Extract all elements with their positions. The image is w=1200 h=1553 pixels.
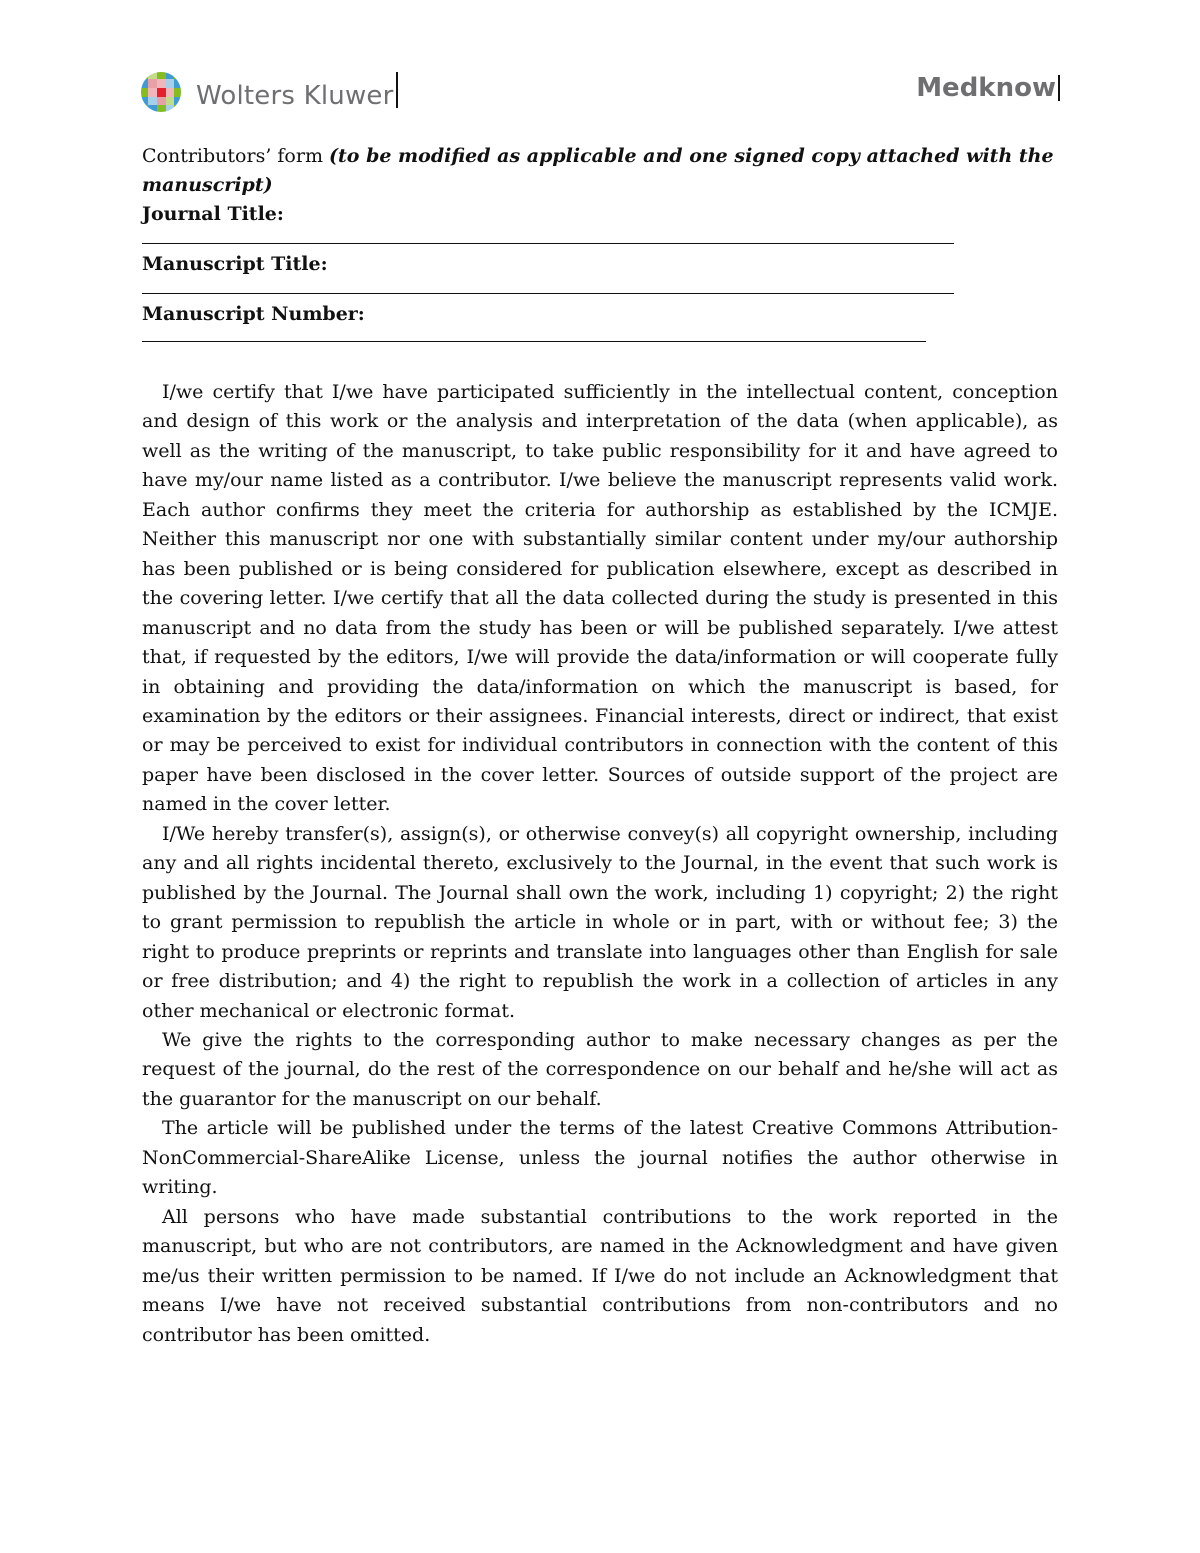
copyright-transfer-paragraph: I/We hereby transfer(s), assign(s), or otherwise convey(s) all copyright ownership, including any and all rights incidental thereto, exclusively to the Journal, in the event that such work is published by the Journal. The Journal shall own the work, including 1) copyright; 2) the right to grant permission to republish the article in whole or in part, with or without fee; 3) the right to produce preprints or reprints and translate into languages other than English for sale or free distribution; and 4) the right to republish the work in a collection of articles in any other mechanical or electronic format. (142, 822, 1058, 1022)
medknow-logo (916, 68, 1060, 108)
text-cursor (1058, 75, 1060, 101)
page-header (140, 66, 1060, 120)
journal-title-label: Journal Title: (142, 203, 284, 225)
wolters-kluwer-logo-text: Wolters Kluwer (196, 81, 394, 111)
form-intro (142, 142, 1058, 200)
wolters-kluwer-logo-icon (140, 71, 182, 113)
wolters-kluwer-logo (140, 68, 398, 116)
manuscript-number-label: Manuscript Number: (142, 303, 365, 325)
text-cursor (396, 72, 398, 108)
form-instruction-note: (to be modified as applicable and one signed copy attached with the manuscript) (142, 145, 1054, 196)
license-paragraph: The article will be published under the terms of the latest Creative Commons Attribution-NonCommercial-ShareAlike License, unless the journal notifies the author otherwise in writing. (142, 1117, 1058, 1199)
certification-paragraph: I/we certify that I/we have participated sufficiently in the intellectual content, conception and design of this work or the analysis and interpretation of the data (when applicable), as well as the writing of the manuscript, to take public responsibility for it and have agreed to have my/our name listed as a contributor. I/we believe the manuscript represents valid work. Each author confirms they meet the criteria for authorship as established by the ICMJE. Neither this manuscript nor one with substantially similar content under my/our authorship has been published or is being considered for publication elsewhere, except as described in the covering letter. I/we certify that all the data collected during the study is presented in this manuscript and no data from the study has been or will be published separately. I/we attest that, if requested by the editors, I/we will provide the data/information or will cooperate fully in obtaining and providing the data/information on which the manuscript is based, for examination by the editors or their assignees. Financial interests, direct or indirect, that exist or may be perceived to exist for individual contributors in connection with the content of this paper have been disclosed in the cover letter. Sources of outside support of the project are named in the cover letter. (142, 381, 1058, 816)
corresponding-author-paragraph: We give the rights to the corresponding author to make necessary changes as per the request of the journal, do the rest of the correspondence on our behalf and he/she will act as the guarantor for the manuscript on our behalf. (142, 1028, 1058, 1110)
journal-title-line[interactable] (142, 243, 954, 244)
manuscript-title-line[interactable] (142, 293, 954, 294)
manuscript-title-label: Manuscript Title: (142, 253, 328, 275)
form-content (142, 142, 1058, 1350)
form-title: Contributors’ form (142, 145, 323, 167)
acknowledgment-paragraph: All persons who have made substantial contributions to the work reported in the manuscript, but who are not contributors, are named in the Acknowledgment and have given me/us their written permission to be named. If I/we do not include an Acknowledgment that means I/we have not received substantial contributions from non-contributors and no contributor has been omitted. (142, 1205, 1058, 1346)
medknow-logo-text: Medknow (916, 73, 1056, 103)
